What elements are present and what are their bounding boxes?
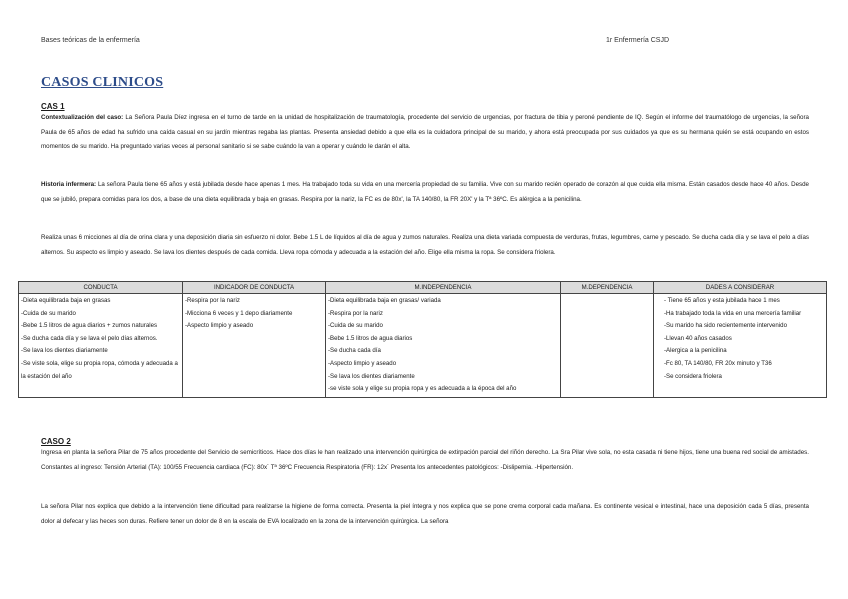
list-item: -Se considera friolera [664,372,722,380]
cell-indicador [183,294,326,398]
list-item: -Aspecto limpio y aseado [185,322,254,330]
context-text: La Señora Paula Díez ingresa en el turno de tarde en la unidad de hospitalización de traumatología, procedente del servicio de urgencias, por fractura de tibia y peroné pendiente de IQ. Según el informe del traumatólogo de urgencias, la señora Paula de 65 años de edad ha sufrido una caída casual en su jardín mientras regaba las plantas. Presenta ansiedad debido a que ella es la cuidadora principal de su marido, y ahora está preocupada por sus cuidados ya que es su hermana quién se está ocupando en estos momentos de su marido. Ha preguntado varias veces al personal sanitario si se sabe cuándo la van a operar y cuándo le darán el alta. [41,114,809,150]
case1-history [41,178,809,207]
case1-heading: CAS 1 [41,102,65,111]
list-item: -Se lava los dientes diariamente [328,372,415,380]
list-item: -Se lava los dientes diariamente [21,347,108,355]
table-header-row [19,282,827,294]
list-item: -Alergica a la penicilina [664,347,727,355]
th-conducta: CONDUCTA [19,282,183,294]
list-item: -Ha trabajado toda la vida en una mercería familiar [664,309,802,317]
case1-context [41,111,809,155]
case2-para2: La señora Pilar nos explica que debido a la intervención tiene dificultad para realizarse la higiene de forma correcta. Presenta la piel íntegra y nos explica que se pone crema corporal cada mañana. Es continente vesical e intestinal, hace una deposición cada 5 días, presenta dolor al defecar y las heces son duras. Refiere tener un dolor de 8 en la escala de EVA localizado en la zona de la intervención quirúrgica. La señora [41,503,809,525]
list-item: -Bebe 1.5 litros de agua diarios + zumos naturales [21,322,158,330]
cell-dades [654,294,827,398]
list-item: -Se ducha cada día [328,347,381,355]
list-item: -Cuida de su marido [21,309,76,317]
header-left: Bases teóricas de la enfermería [41,37,140,44]
list-item: -Cuida de su marido [328,322,383,330]
th-indicador: INDICADOR DE CONDUCTA [183,282,326,294]
list-item: -Llevan 40 años casados [664,334,732,342]
list-item: -Fc 80, TA 140/80, FR 20x minuto y T36 [664,359,772,367]
list-item: -Dieta equilibrada baja en grasas/ variada [328,297,441,304]
list-item: -se viste sola y elige su propia ropa y es adecuada a la época del año [328,385,517,393]
list-item: -Bebe 1.5 litros de agua diarios [328,334,413,342]
list-item: -Aspecto limpio y aseado [328,359,397,367]
th-dades: DADES A CONSIDERAR [654,282,827,294]
case1-routine: Realiza unas 6 micciones al día de orina clara y una deposición diaria sin esfuerzo ni dolor. Bebe 1.5 L de líquidos al día de agua y zumos naturales. Realiza una dieta variada compuesta de verduras, frutas, legumbres, carne y pescado. Se ducha cada día y se lava el pelo a días alternos. Su aspecto es limpio y aseado. Se lava los dientes después de cada comida. Lleva ropa cómoda y adecuada a la estación del año. Elige ella misma la ropa. Se considera friolera. [41,234,809,256]
cell-dependencia [561,294,654,398]
list-item: - Tiene 65 años y esta jubilada hace 1 mes [664,297,780,304]
context-label: Contextualización del caso: [41,114,124,121]
history-text: La señora Paula tiene 65 años y está jubilada desde hace apenas 1 mes. Ha trabajado toda su vida en una mercería propiedad de su familia. Vive con su marido recién operado de corazón al que cuida ella misma. Están casados desde hace 40 años. Desde que se jubiló, prepara comidas para los dos, a base de una dieta equilibrada y baja en grasas. Respira por la nariz, la FC es de 80x', la TA 140/80, la FR 20X' y la Tª 36ºC. Es alérgica a la penicilina. [41,181,809,203]
list-item: -Se viste sola, elige su propia ropa, cómoda y adecuada a la estación del año [21,359,178,380]
page-title: CASOS CLINICOS [41,75,164,90]
case2-heading: CASO 2 [41,437,71,446]
cell-independencia [326,294,561,398]
list-item: -Respira por la nariz [328,309,383,317]
table-row [19,294,827,398]
list-item: -Micciona 6 veces y 1 depo diariamente [185,309,293,317]
list-item: -Respira por la nariz [185,297,240,304]
th-independencia: M.INDEPENDENCIA [326,282,561,294]
list-item: -Se ducha cada día y se lava el pelo días alternos. [21,334,158,342]
case1-table [18,281,827,398]
cell-conducta [19,294,183,398]
header-right: 1r Enfermería CSJD [606,37,670,44]
list-item: -Su marido ha sido recientemente intervenido [664,322,787,330]
th-dependencia: M.DEPENDENCIA [561,282,654,294]
list-item: -Dieta equilibrada baja en grasas [21,297,111,304]
history-label: Historia infermera: [41,181,97,188]
case2-para1: Ingresa en planta la señora Pilar de 75 años procedente del Servicio de semicríticos. Hace dos días le han realizado una intervención quirúrgica de extirpación parcial del riñón derecho. La Sra Pilar vive sola, no esta casada ni tiene hijos, tiene una buena red social de amistades. Constantes al ingreso: Tensión Arterial (TA): 100/55 Frecuencia cardiaca (FC): 80x´ Tª 36ºC Frecuencia Respiratoria (FR): 12x´ Presenta los antecedentes patológicos: -Dislipemia. -Hipertensión. [41,449,809,471]
